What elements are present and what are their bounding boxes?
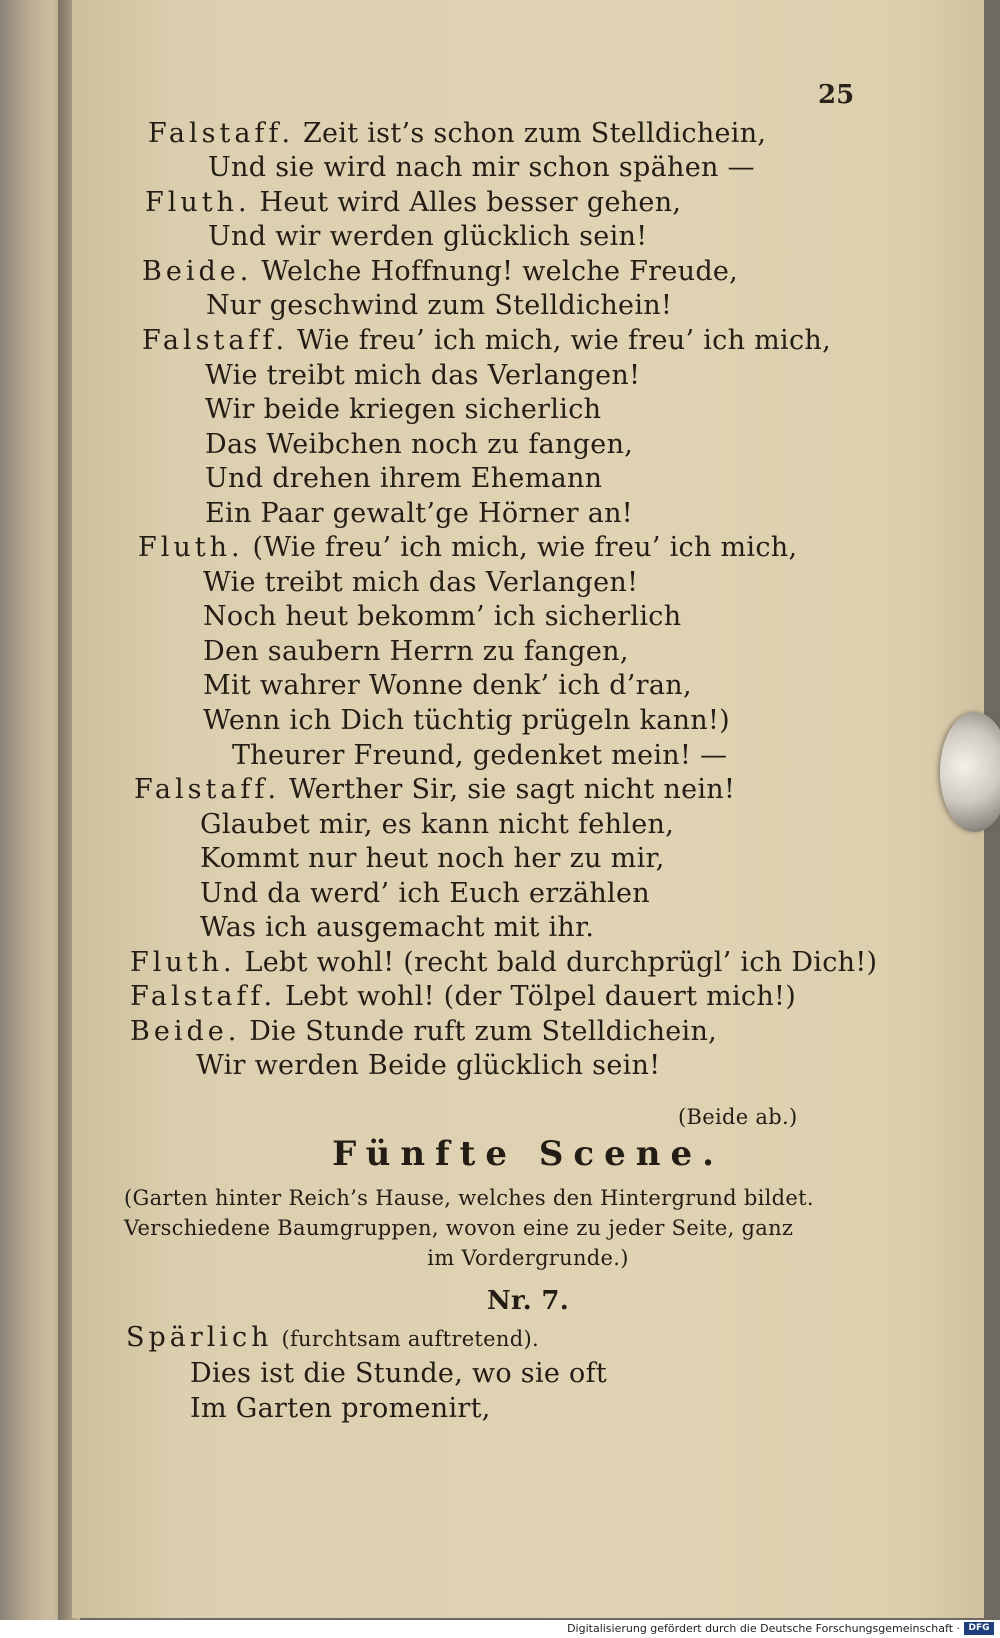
verse-line — [203, 601, 681, 632]
footer-credit: Digitalisierung gefördert durch die Deutsche Forschungsgemeinschaft · — [567, 1622, 960, 1635]
speaker-name: Falstaff. — [130, 981, 277, 1012]
verse-line — [205, 360, 640, 391]
verse-line — [200, 809, 674, 840]
exit-direction: (Beide ab.) — [678, 1105, 798, 1129]
verse-line — [205, 429, 633, 460]
speaker-name: Fluth. — [130, 947, 236, 978]
speaker-name: Beide. — [130, 1016, 241, 1047]
verse-text: Ein Paar gewalt’ge Hörner an! — [205, 498, 633, 529]
verse-line — [200, 912, 594, 943]
verse-text: Werther Sir, sie sagt nicht nein! — [288, 774, 736, 805]
verse-text: Mit wahrer Wonne denk’ ich d’ran, — [203, 670, 692, 701]
verse-text: Den saubern Herrn zu fangen, — [203, 636, 629, 667]
speaker-name: Spärlich — [126, 1322, 273, 1353]
verse-line — [208, 152, 755, 183]
verse-line: Dies ist die Stunde, wo sie oft — [190, 1358, 608, 1389]
verse-line — [130, 1016, 717, 1047]
verse-text: Was ich ausgemacht mit ihr. — [200, 912, 595, 943]
verse-line — [203, 705, 730, 736]
stage-direction-line: (Garten hinter Reich’s Hause, welches den Hintergrund bildet. — [124, 1186, 814, 1210]
verse-text: (Wie freu’ ich mich, wie freu’ ich mich, — [252, 532, 798, 563]
page-number: 25 — [818, 80, 855, 110]
stage-direction-line: im Vordergrunde.) — [427, 1246, 629, 1270]
verse-line — [205, 498, 633, 529]
verse-line — [208, 221, 647, 252]
verse-line — [134, 774, 735, 805]
verse-text: Und wir werden glücklich sein! — [208, 221, 648, 252]
verse-line — [196, 1050, 660, 1081]
verse-text: Und da werd’ ich Euch erzählen — [200, 878, 650, 909]
verse-line — [200, 843, 665, 874]
verse-line — [203, 567, 638, 598]
verse-text: Wir beide kriegen sicherlich — [205, 394, 602, 425]
speaker-name: Fluth. — [138, 532, 244, 563]
verse-line — [200, 878, 650, 909]
verse-line — [130, 947, 877, 978]
verse-text: Welche Hoffnung! welche Freude, — [261, 256, 739, 287]
verse-line — [130, 981, 796, 1012]
verse-text: Und sie wird nach mir schon spähen — — [208, 152, 755, 183]
verse-line — [206, 290, 672, 321]
verse-line — [142, 325, 831, 356]
verse-text: Noch heut bekomm’ ich sicherlich — [203, 601, 682, 632]
speaker-name: Falstaff. — [134, 774, 281, 805]
verse-line — [205, 463, 602, 494]
verse-line — [203, 636, 629, 667]
verse-text: Nur geschwind zum Stelldichein! — [206, 290, 673, 321]
verse-text: Die Stunde ruft zum Stelldichein, — [249, 1016, 718, 1047]
verse-text: Wie treibt mich das Verlangen! — [205, 360, 641, 391]
verse-text: Zeit ist’s schon zum Stelldichein, — [302, 118, 767, 149]
verse-line — [138, 532, 797, 563]
verse-text: Heut wird Alles besser gehen, — [259, 187, 682, 218]
verse-line — [148, 118, 766, 149]
number-heading: Nr. 7. — [486, 1286, 570, 1316]
verse-text: Lebt wohl! (der Tölpel dauert mich!) — [284, 981, 797, 1012]
verse-text: Kommt nur heut noch her zu mir, — [200, 843, 665, 874]
scene-heading: Fünfte Scene. — [332, 1134, 724, 1174]
speaker-name: Falstaff. — [142, 325, 289, 356]
verse-text: Wenn ich Dich tüchtig prügeln kann!) — [203, 705, 730, 736]
verse-line: Im Garten promenirt, — [190, 1393, 491, 1424]
verse-text: Wie freu’ ich mich, wie freu’ ich mich, — [296, 325, 831, 356]
verse-text: Und drehen ihrem Ehemann — [205, 463, 603, 494]
stage-direction-inline: (furchtsam auftretend). — [281, 1327, 539, 1351]
footer-bar — [0, 1620, 1000, 1638]
verse-text: Lebt wohl! (recht bald durchprügl’ ich Dich!) — [244, 947, 878, 978]
speaker-name: Fluth. — [145, 187, 251, 218]
verse-line — [232, 740, 727, 771]
verse-line — [142, 256, 738, 287]
verse-text: Glaubet mir, es kann nicht fehlen, — [200, 809, 675, 840]
verse-line — [126, 1322, 539, 1353]
verse-text: Theurer Freund, gedenket mein! — — [232, 740, 728, 771]
dfg-logo: DFG — [964, 1622, 994, 1635]
verse-line — [205, 394, 601, 425]
speaker-name: Beide. — [142, 256, 253, 287]
verse-line — [145, 187, 681, 218]
verse-line — [203, 670, 692, 701]
verse-text: Wie treibt mich das Verlangen! — [203, 567, 639, 598]
speaker-name: Falstaff. — [148, 118, 295, 149]
verse-text: Das Weibchen noch zu fangen, — [205, 429, 634, 460]
stage-direction-line: Verschiedene Baumgruppen, wovon eine zu jeder Seite, ganz — [124, 1216, 794, 1240]
verse-text: Wir werden Beide glücklich sein! — [196, 1050, 661, 1081]
